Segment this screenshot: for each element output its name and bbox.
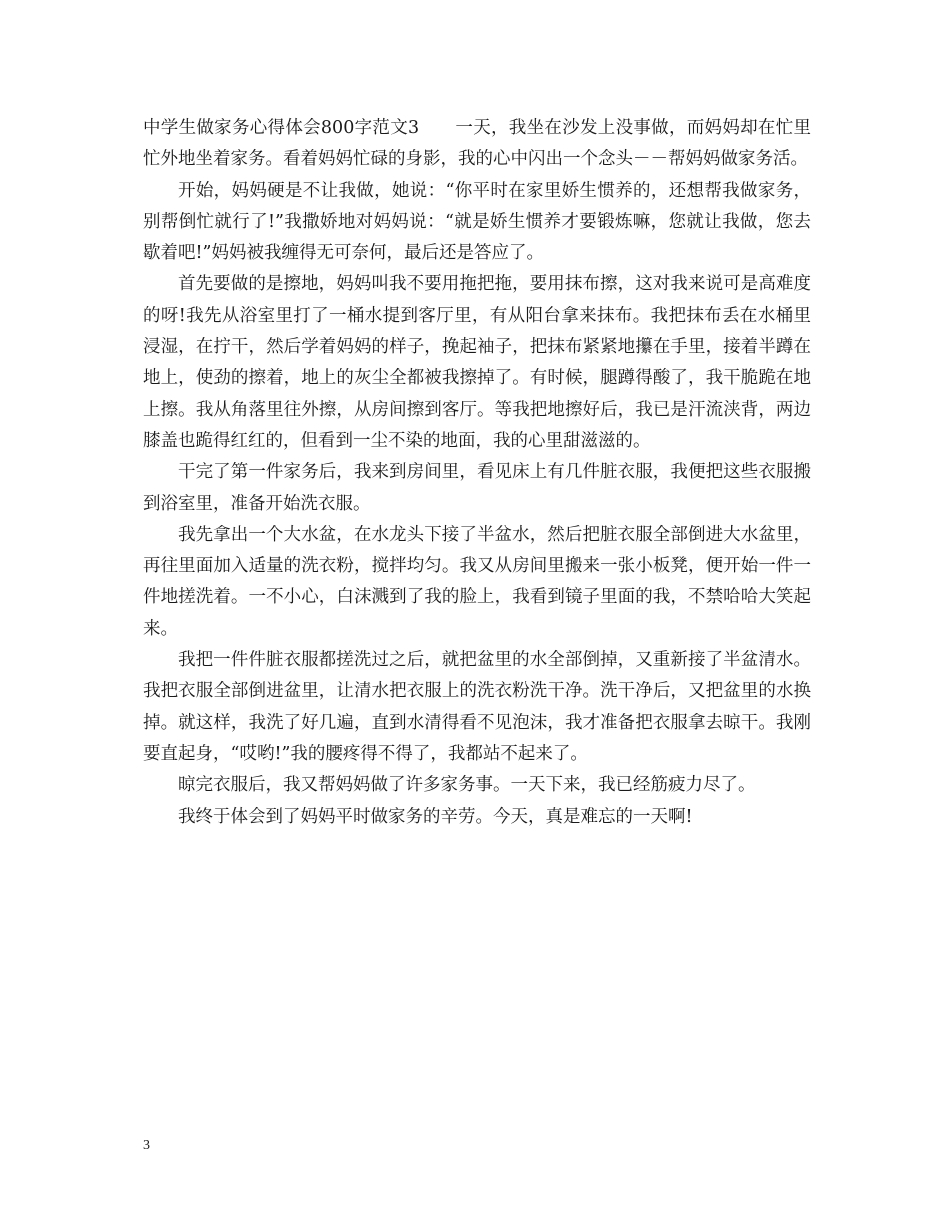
document-body [143,113,811,833]
paragraph: 开始，妈妈硬是不让我做，她说：“你平时在家里娇生惯养的，还想帮我做家务，别帮倒忙就行了!”我撒娇地对妈妈说：“就是娇生惯养才要锻炼嘛，您就让我做，您去歇着吧!”妈妈被我缠得无可奈何，最后还是答应了。 [143,180,811,264]
paragraph: 我终于体会到了妈妈平时做家务的辛劳。今天，真是难忘的一天啊! [178,806,693,827]
paragraph-text: 一天，我坐在沙发上没事做，而妈妈却在忙里忙外地坐着家务。看着妈妈忙碌的身影，我的心中闪出一个念头－－帮妈妈做家务活。 [143,118,811,170]
paragraph: 干完了第一件家务后，我来到房间里，看见床上有几件脏衣服，我便把这些衣服搬到浴室里，准备开始洗衣服。 [143,462,811,514]
paragraph: 晾完衣服后，我又帮妈妈做了许多家务事。一天下来，我已经筋疲力尽了。 [178,775,756,796]
paragraph: 首先要做的是擦地，妈妈叫我不要用拖把拖，要用抹布擦，这对我来说可是高难度的呀!我先从浴室里打了一桶水提到客厅里，有从阳台拿来抹布。我把抹布丢在水桶里浸湿，在拧干，然后学着妈妈的样子，挽起袖子，把抹布紧紧地攥在手里，接着半蹲在地上，使劲的擦着，地上的灰尘全都被我擦掉了。有时候，腿蹲得酸了，我干脆跪在地上擦。我从角落里往外擦，从房间擦到客厅。等我把地擦好后，我已是汗流浃背，两边膝盖也跪得红红的，但看到一尘不染的地面，我的心里甜滋滋的。 [143,274,811,451]
paragraph: 我把一件件脏衣服都搓洗过之后，就把盆里的水全部倒掉，又重新接了半盆清水。我把衣服全部倒进盆里，让清水把衣服上的洗衣粉洗干净。洗干净后，又把盆里的水换掉。就这样，我洗了好几遍，直到水清得看不见泡沫，我才准备把衣服拿去晾干。我刚要直起身，“哎哟!”我的腰疼得不得了，我都站不起来了。 [143,650,811,764]
document-title: 中学生做家务心得体会800字范文3 [143,118,420,138]
paragraph-intro [143,113,811,176]
page-number: 3 [143,1138,150,1153]
paragraph: 我先拿出一个大水盆，在水龙头下接了半盆水，然后把脏衣服全部倒进大水盆里，再往里面加入适量的洗衣粉，搅拌均匀。我又从房间里搬来一张小板凳，便开始一件一件地搓洗着。一不小心，白沫溅到了我的脸上，我看到镜子里面的我，不禁哈哈大笑起来。 [143,524,811,639]
